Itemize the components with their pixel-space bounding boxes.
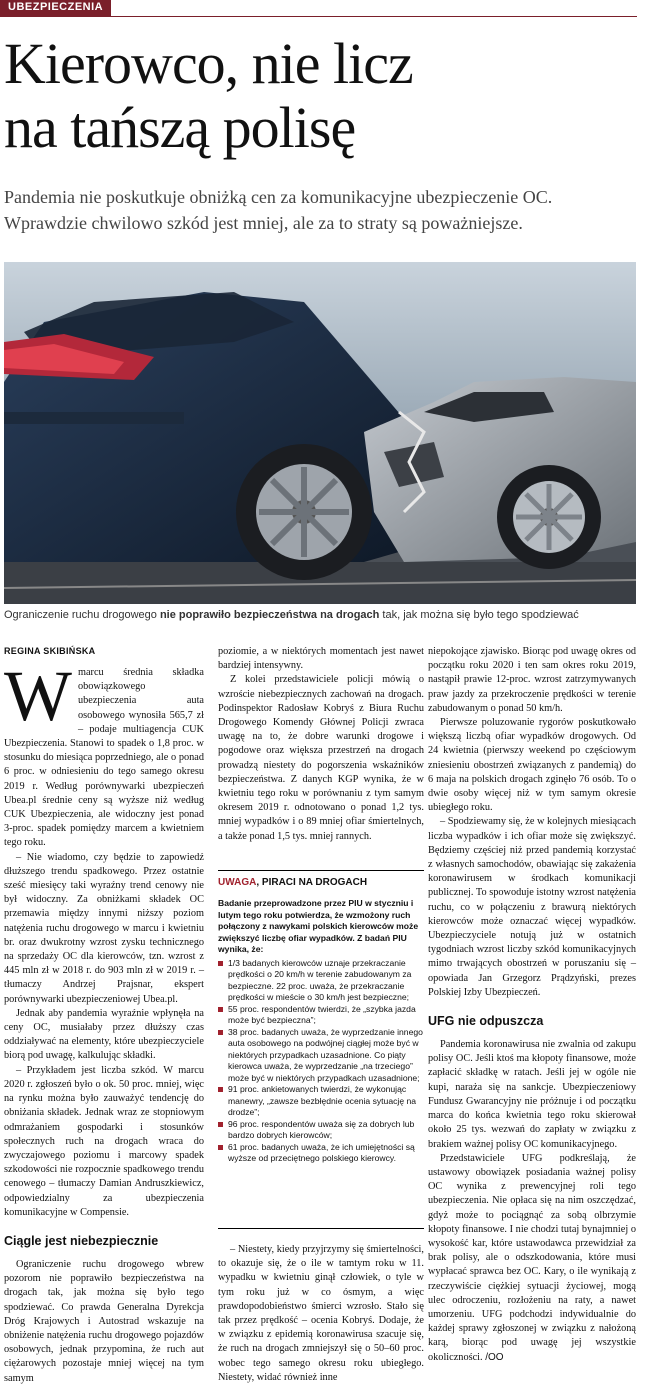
paragraph: niepokojące zjawisko. Biorąc pod uwagę okres od początku roku 2020 i ten sam okres roku 2019, nastąpił prawie 12-proc. wzrost zatrzymywanych praw jazdy za przekroczenie prędkości w terenie zabudowanym o ponad 50 km/h.	[428, 646, 636, 714]
list-item: 96 proc. respondentów uważa się za dobrych lub bardzo dobrych kierowców;	[218, 1119, 424, 1142]
headline	[4, 32, 634, 160]
paragraph: – Przykładem jest liczba szkód. W marcu 2020 r. zgłoszeń było o ok. 50 proc. mniej, więc na rynku można było zauważyć tendencję do obniżania składek. Jednak wraz ze stopniowym odmrażaniem gospodarki i stosunków społecznych ruch na drogach wraca do zwyczajowego poziomu i marcowy spadek szkodowości nie rozpocznie spadkowego trendu cenowego – tłumaczy Damian Andruszkiewicz, odpowiedzialny za ubezpieczenia komunikacyjne w Compensie.	[4, 1064, 204, 1218]
byline: REGINA SKIBIŃSKA	[4, 646, 96, 656]
car-crash-photo	[4, 262, 636, 604]
end-mark: /OO	[485, 1351, 504, 1363]
sidebar-box	[218, 870, 424, 1165]
drop-cap: W	[4, 656, 72, 736]
paragraph: – Niestety, kiedy przyjrzymy się śmiertelności, to okazuje się, że o ile w tamtym roku w 11. wypadku w kwietniu ginął człowiek, o tyle w tym roku już w co ósmym, a więc prawdopodobieństwo śmierci wzrosło. Stało się tak przez prędkość – ocenia Kobryś. Dodaje, że w związku z epidemią koronawirusa szacuje się, że ruch na drogach zmniejszył się o 50–60 proc. wobec tego samego okresu roku ubiegłego. Niestety, widać również inne	[218, 1244, 424, 1383]
paragraph: Ograniczenie ruchu drogowego wbrew pozorom nie poprawiło bezpieczeństwa na drogach tak, jak można się było tego spodziewać. Co prawda Generalna Dyrekcja Dróg Krajowych i Autostrad wskazuje na obniżenie natężenia ruchu drogowego pojazdów osobowych, jednak przypomina, że ruch aut ciężarowych pozostaje mniej więcej na tym samym	[4, 1258, 204, 1384]
paragraph	[428, 1152, 636, 1365]
paragraph-text: Przedstawiciele UFG podkreślają, że ustawowy obowiązek posiadania ważnej polisy OC wynika z prewencyjnej roli tego ubezpieczenia. Nie opłaca się na nim oszczędzać, gdyż może to pociągnąć za sobą olbrzymie kłopoty finansowe. I nie chodzi tutaj bynajmniej o wysokość kar, które ustawodawca przewidział za brak polisy, ale o odszkodowania, które musi wypłacać sprawca bez OC. Kary, o ile wynikają z rzeczywiście ciężkiej sytuacji życiowej, mogą ulec odroczeniu, rozłożeniu na raty, a nawet umorzeniu. UFG podchodzi indywidualnie do każdej sprawy zgłoszonej w związku z nałożoną karą, biorąc pod uwagę jej wszystkie okoliczności.	[428, 1152, 636, 1363]
column-2-top	[218, 645, 424, 844]
list-item: 61 proc. badanych uważa, że ich umiejętności są wyższe od przeciętnego polskiego kierowcy.	[218, 1142, 424, 1165]
list-item: 1/3 badanych kierowców uznaje przekraczanie prędkości o 20 km/h w terenie zabudowanym za bezpieczne. 22 proc. uważa, że przekraczanie prędkości w mieście o 30 km/h jest bezpieczne;	[218, 958, 424, 1004]
subheading: UFG nie odpuszcza	[428, 1014, 544, 1029]
sidebar-title-rest: , PIRACI NA DROGACH	[256, 877, 368, 888]
paragraph: – Nie wiadomo, czy będzie to zapowiedź dłuższego trendu spadkowego. Przez ostatnie sześć miesięcy taki wyraźny trend cenowy nie był widoczny. Za obniżkami składek OC przemawia między innymi niższy poziom natężenia ruchu drogowego w marcu i kwietniu br. oraz dwukrotny wzrost zysku technicznego na sprzedaży OC dla kierowców, tzn. wzrost z 445 mln zł w 2018 r. do 903 mln zł w 2019 r. – tłumaczy Andrzej Prajsnar, ekspert porównywarki ubezpieczeniowej Ubea.pl.	[4, 851, 204, 1005]
paragraph: Jednak aby pandemia wyraźnie wpłynęła na ceny OC, musiałaby przez dłuższy czas oddziaływać na elementy, które ubezpieczyciele biorą pod uwagę, kalkulując składki.	[4, 1007, 204, 1062]
paragraph: – Spodziewamy się, że w kolejnych miesiącach liczba wypadków i ich ofiar może się zwiększyć. Będziemy częściej niż przed pandemią korzystać z własnych samochodów, obawiając się zakażenia koronawirusem w środkach komunikacji publicznej. To spowoduje istotny wzrost natężenia ruchu, co w połączeniu z brawurą niektórych kierowców może oznaczać więcej wypadków. Ubezpieczyciele notują już w ostatnich tygodniach wzrost liczby szkód komunikacyjnych mimo trwających obostrzeń w poruszaniu się – opowiada Jan Grzegorz Prądzyński, prezes Polskiej Izby Ubezpieczeń.	[428, 816, 636, 998]
subheading: Ciągle jest niebezpiecznie	[4, 1233, 159, 1248]
sidebar-bottom-rule	[218, 1228, 424, 1229]
paragraph: poziomie, a w niektórych momentach jest nawet bardziej intensywny.	[218, 646, 424, 672]
caption-bold: nie poprawiło bezpieczeństwa na drogach	[159, 609, 380, 621]
sidebar-title	[218, 877, 424, 888]
headline-line-1: Kierowco, nie licz	[4, 31, 413, 96]
section-label: UBEZPIECZENIA	[0, 0, 111, 17]
list-item: 91 proc. ankietowanych twierdzi, że wykonując manewry, „zawsze bezbłędnie ocenia sytuację na drodze”;	[218, 1084, 424, 1119]
column-3	[428, 645, 636, 1365]
caption-text-end: tak, jak można się było tego spodziewać	[379, 609, 579, 621]
sidebar-intro: Badanie przeprowadzone przez PIU w styczniu i lutym tego roku potwierdza, że wzmożony ruch połączony z nawykami polskich kierowców może zwiększyć liczbę ofiar wypadków. Z badań PIU wynika, że:	[218, 898, 419, 954]
headline-line-2: na tańszą polisę	[4, 95, 356, 160]
column-1	[4, 646, 204, 1386]
sidebar-list	[218, 958, 424, 1165]
paragraph: marcu średnia składka obowiązkowego ubezpieczenia auta osobowego wynosiła 565,7 zł – podaje multiagencja CUK Ubezpieczenia. Stanowi to spadek o 1,8 proc. w stosunku do miesiąca poprzedniego, ale o ponad 6 proc. w odniesieniu do tego samego okresu 2019 r. Według porównywarki ubezpieczeń Ubea.pl średnie ceny są wyższe niż według CUK Ubezpieczenia, ale widoczny jest ponad 3-proc. spadek pomiędzy marcem a kwietniem tego roku.	[4, 667, 204, 849]
lead-paragraph: Pandemia nie poskutkuje obniżką cen za komunikacyjne ubezpieczenie OC. Wprawdzie chwilowo szkód jest mniej, ale za to straty są poważniejsze.	[4, 187, 553, 233]
photo-caption	[4, 609, 636, 621]
paragraph: Pandemia koronawirusa nie zwalnia od zakupu polisy OC. Jeśli ktoś ma kłopoty finansowe, może zapłacić składkę w ratach. Jeśli jej w ogóle nie kupi, naraża się na sankcje. Ubezpieczeniowy Fundusz Gwarancyjny nie próżnuje i od początku marca do końca kwietnia tego roku skierował około 25 tys. wezwań do zapłaty w związku z brakiem ważnej polisy OC komunikacyjnego.	[428, 1039, 636, 1150]
paragraph: Pierwsze poluzowanie rygorów poskutkowało większą liczbą ofiar wypadków drogowych. Od 24 kwietnia (pierwszy weekend po częściowym zniesieniu obostrzeń związanych z pandemią) do 6 maja na polskich drogach zginęło 76 osób. To o dwie osoby więcej niż w tym samym okresie ubiegłego roku.	[428, 717, 636, 814]
section-rule	[0, 16, 637, 17]
car-crash-illustration	[4, 262, 636, 604]
list-item: 38 proc. badanych uważa, że wyprzedzanie innego auta osobowego na podwójnej ciągłej może być w niektórych przypadkach uzasadnione. Co piąty kierowca uważa, że wyprzedzanie „na trzeciego” może być w niektórych przypadkach uzasadnione;	[218, 1027, 424, 1085]
paragraph: Z kolei przedstawiciele policji mówią o wzroście niebezpiecznych zachowań na drogach. Podinspektor Radosław Kobryś z Biura Ruchu Drogowego Komendy Głównej Policji zwraca uwagę na to, że dobre warunki drogowe i pogodowe oraz większa przestrzeń na drogach prowadzą niestety do pogorszenia wskaźników bezpieczeństwa. Z danych KGP wynika, że w kwietniu tego roku w porównaniu z tym samym okresem 2019 r. odnotowano o ponad 1,2 tys. mniej wypadków i o 89 mniej ofiar śmiertelnych, a także ponad 1,5 tys. mniej rannych.	[218, 674, 424, 842]
column-2-bottom	[218, 1243, 424, 1385]
caption-text: Ograniczenie ruchu drogowego	[4, 609, 160, 621]
sidebar-title-accent: UWAGA	[218, 877, 257, 888]
list-item: 55 proc. respondentów twierdzi, że „szybka jazda może być bezpieczna”;	[218, 1004, 424, 1027]
